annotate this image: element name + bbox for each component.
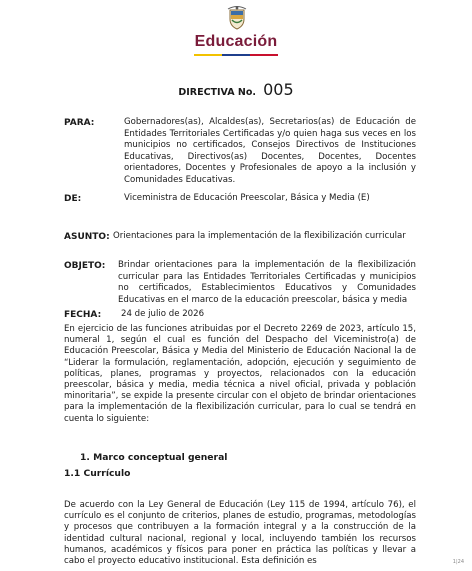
- directive-number: 005: [263, 80, 294, 99]
- objeto-label: OBJETO:: [64, 261, 106, 271]
- ministry-brand: Educación: [194, 33, 278, 50]
- section-1-number: 1.: [80, 452, 90, 463]
- asunto-label: ASUNTO:: [64, 232, 110, 242]
- section-1-1-title: Currículo: [83, 468, 131, 479]
- section-1-1-number: 1.1: [64, 468, 81, 479]
- curriculum-paragraph: De acuerdo con la Ley General de Educación (Ley 115 de 1994, artículo 76), el currículo es el conjunto de criterios, planes de estudio, programas, metodologías y procesos que contribuyen a la formación integral y a la construcción de la identidad cultural nacional, regional y local, incluyendo también los recursos humanos, académicos y físicos para poner en práctica las políticas y llevar a cabo el proyecto educativo institucional. Esta definición es: [64, 500, 416, 567]
- fecha-text: 24 de julio de 2026: [121, 309, 205, 319]
- directive-heading: [0, 80, 472, 99]
- flag-yellow: [194, 54, 222, 56]
- directive-label: DIRECTIVA No.: [178, 87, 257, 98]
- fecha-label: FECHA:: [64, 310, 102, 320]
- para-text: Gobernadores(as), Alcaldes(as), Secretarios(as) de Educación de Entidades Territoriales Certificadas y/o quien haga sus veces en los municipios no certificados, Consejos Directivos de Instituciones Educativas, Directivos(as) Docentes, Docentes, Docentes orientadores, Docentes y Profesionales de apoyo a la inclusión y Comunidades Educativas.: [124, 117, 416, 185]
- para-label: PARA:: [64, 118, 95, 128]
- coat-of-arms-icon: [226, 6, 248, 30]
- section-1-title: Marco conceptual general: [93, 452, 228, 463]
- flag-stripe: [194, 54, 278, 56]
- de-label: DE:: [64, 194, 82, 204]
- section-1-1-heading: [64, 468, 130, 479]
- page-mark: 1|24: [452, 559, 464, 565]
- de-text: Viceministra de Educación Preescolar, Básica y Media (E): [124, 193, 370, 203]
- intro-paragraph: En ejercicio de las funciones atribuidas por el Decreto 2269 de 2023, artículo 15, numeral 1, según el cual es función del Despacho del Viceministro(a) de Educación Preescolar, Básica y Media del Ministerio de Educación Nacional la de “Liderar la formulación, reglamentación, adopción, ejecución y seguimiento de políticas, planes, programas y proyectos, relacionados con la educación preescolar, básica y media, media técnica a nivel oficial, privada y población minoritaria”, se expide la presente circular con el objeto de brindar orientaciones para la implementación de la flexibilización curricular, para lo cual se tendrá en cuenta lo siguiente:: [64, 324, 416, 424]
- section-1-heading: [80, 452, 227, 463]
- flag-blue: [222, 54, 250, 56]
- asunto-text: Orientaciones para la implementación de la flexibilización curricular: [113, 231, 406, 241]
- flag-red: [250, 54, 278, 56]
- objeto-text: Brindar orientaciones para la implementación de la flexibilización curricular para las Entidades Territoriales Certificadas y municipios no certificados, Establecimientos Educativos y Comunidades Educativas en el marco de la educación preescolar, básica y media: [118, 260, 416, 305]
